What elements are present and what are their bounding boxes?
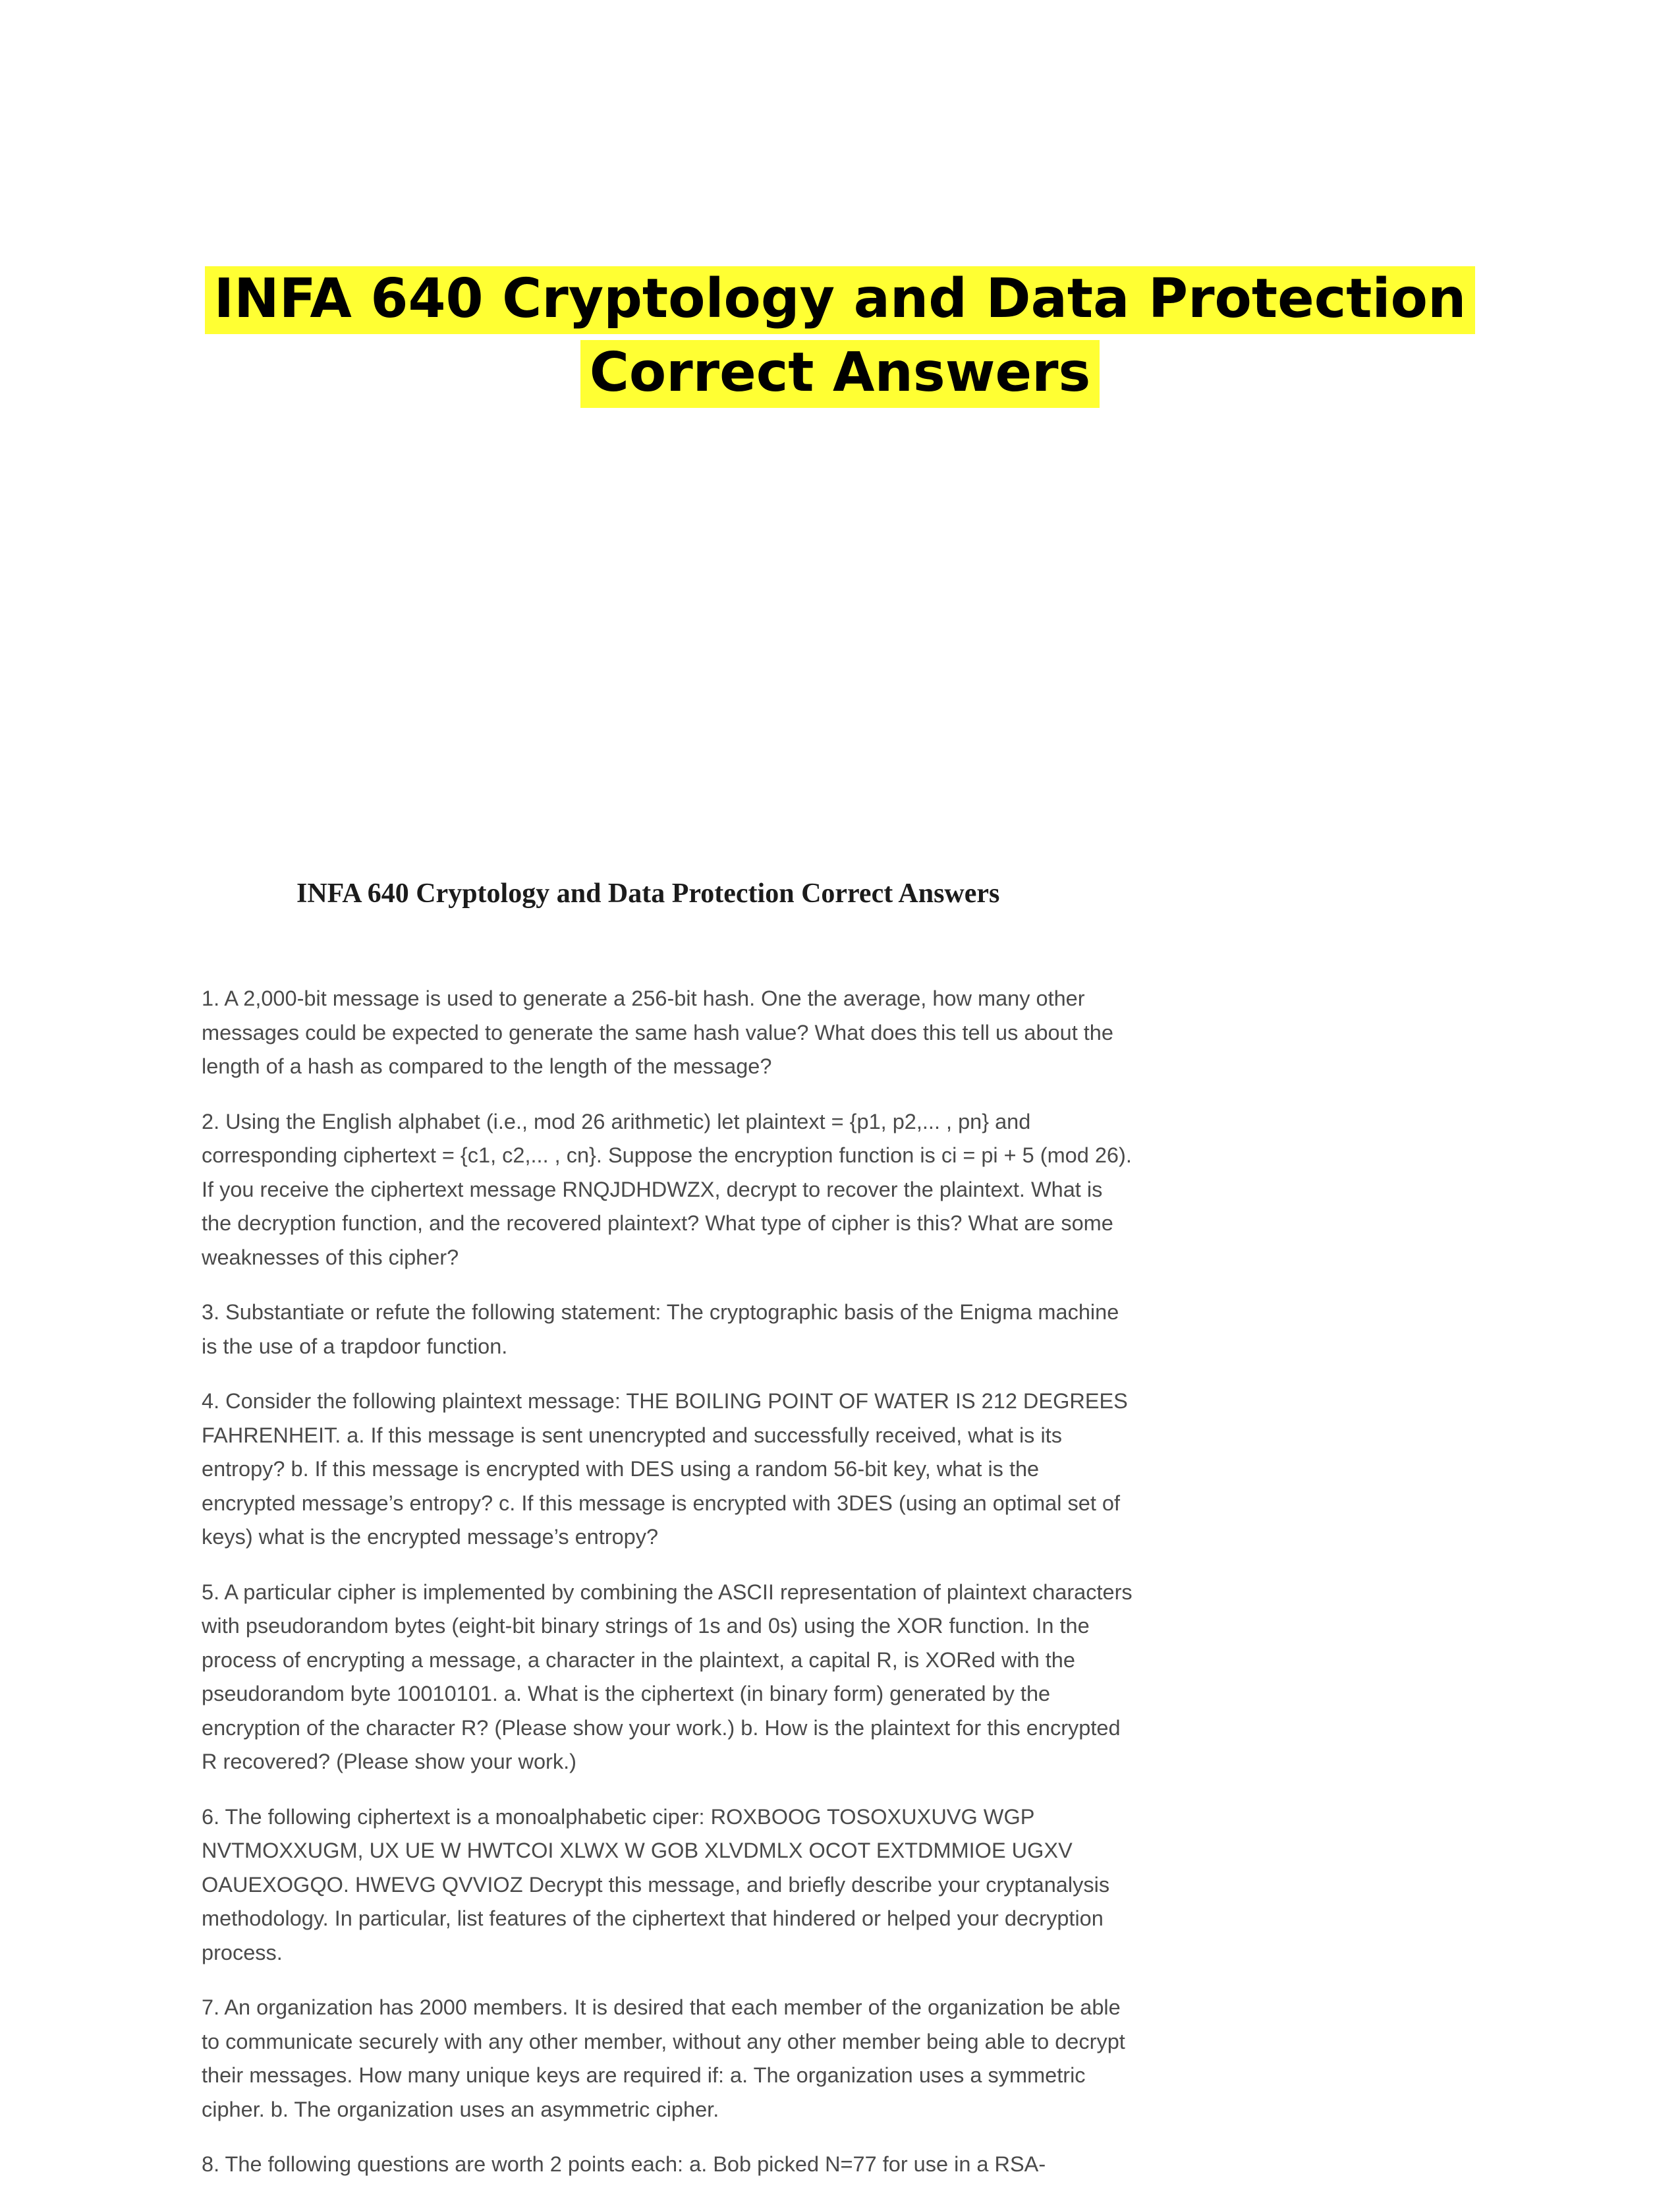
question-8: 8. The following questions are worth 2 points each: a. Bob picked N=77 for use in a RSA- bbox=[202, 2152, 1046, 2176]
scanned-document bbox=[0, 857, 1680, 2175]
document-title: INFA 640 Cryptology and Data Protection Correct Answers bbox=[296, 878, 1000, 909]
question-7: 7. An organization has 2000 members. It is desired that each member of the organization be able to communicate securely with any other member, without any other member being able to decrypt their messages. How many unique keys are required if: a. The organization uses a symmetric cipher. b. The organization uses an asymmetric cipher. bbox=[202, 1995, 1125, 2121]
question-5: 5. A particular cipher is implemented by combining the ASCII representation of plaintext characters with pseudorandom bytes (eight-bit binary strings of 1s and 0s) using the XOR function. In the process of encrypting a message, a character in the plaintext, a capital R, is XORed with the pseudorandom byte 10010101. a. What is the ciphertext (in binary form) generated by the encryption of the character R? (Please show your work.) b. How is the plaintext for this encrypted R recovered? (Please show your work.) bbox=[202, 1580, 1133, 1773]
question-list bbox=[202, 982, 1137, 2203]
question-4: 4. Consider the following plaintext message: THE BOILING POINT OF WATER IS 212 DEGREES FAHRENHEIT. a. If this message is sent unencrypted and successfully received, what is its entropy? b. If this message is encrypted with DES using a random 56-bit key, what is the encrypted message’s entropy? c. If this message is encrypted with 3DES (using an optimal set of keys) what is the encrypted message’s entropy? bbox=[202, 1389, 1128, 1549]
question-2: 2. Using the English alphabet (i.e., mod 26 arithmetic) let plaintext = {p1, p2,... , pn} and corresponding ciphertext = {c1, c2,... , cn}. Suppose the encryption function is ci = pi + 5 (mod 26). If you receive the ciphertext message RNQJDHDWZX, decrypt to recover the plaintext. What is the decryption function, and the recovered plaintext? What type of cipher is this? What are some weaknesses of this cipher? bbox=[202, 1109, 1132, 1269]
question-6: 6. The following ciphertext is a monoalphabetic ciper: ROXBOOG TOSOXUXUVG WGP NVTMOXXUGM, UX UE W HWTCOI XLWX W GOB XLVDMLX OCOT EXTDMMIOE UGXV OAUEXOGQO. HWEVG QVVIOZ Decrypt this message, and briefly describe your cryptanalysis methodology. In particular, list features of the ciphertext that hindered or helped your decryption process. bbox=[202, 1804, 1110, 1964]
highlighted-title-line-2: Correct Answers bbox=[580, 340, 1100, 408]
question-3: 3. Substantiate or refute the following statement: The cryptographic basis of the Enigma machine is the use of a trapdoor function. bbox=[202, 1300, 1119, 1358]
highlighted-title-line-1: INFA 640 Cryptology and Data Protection bbox=[205, 266, 1476, 334]
page-title bbox=[0, 262, 1680, 410]
question-1: 1. A 2,000-bit message is used to generate a 256-bit hash. One the average, how many other messages could be expected to generate the same hash value? What does this tell us about the length of a hash as compared to the length of the message? bbox=[202, 987, 1113, 1078]
